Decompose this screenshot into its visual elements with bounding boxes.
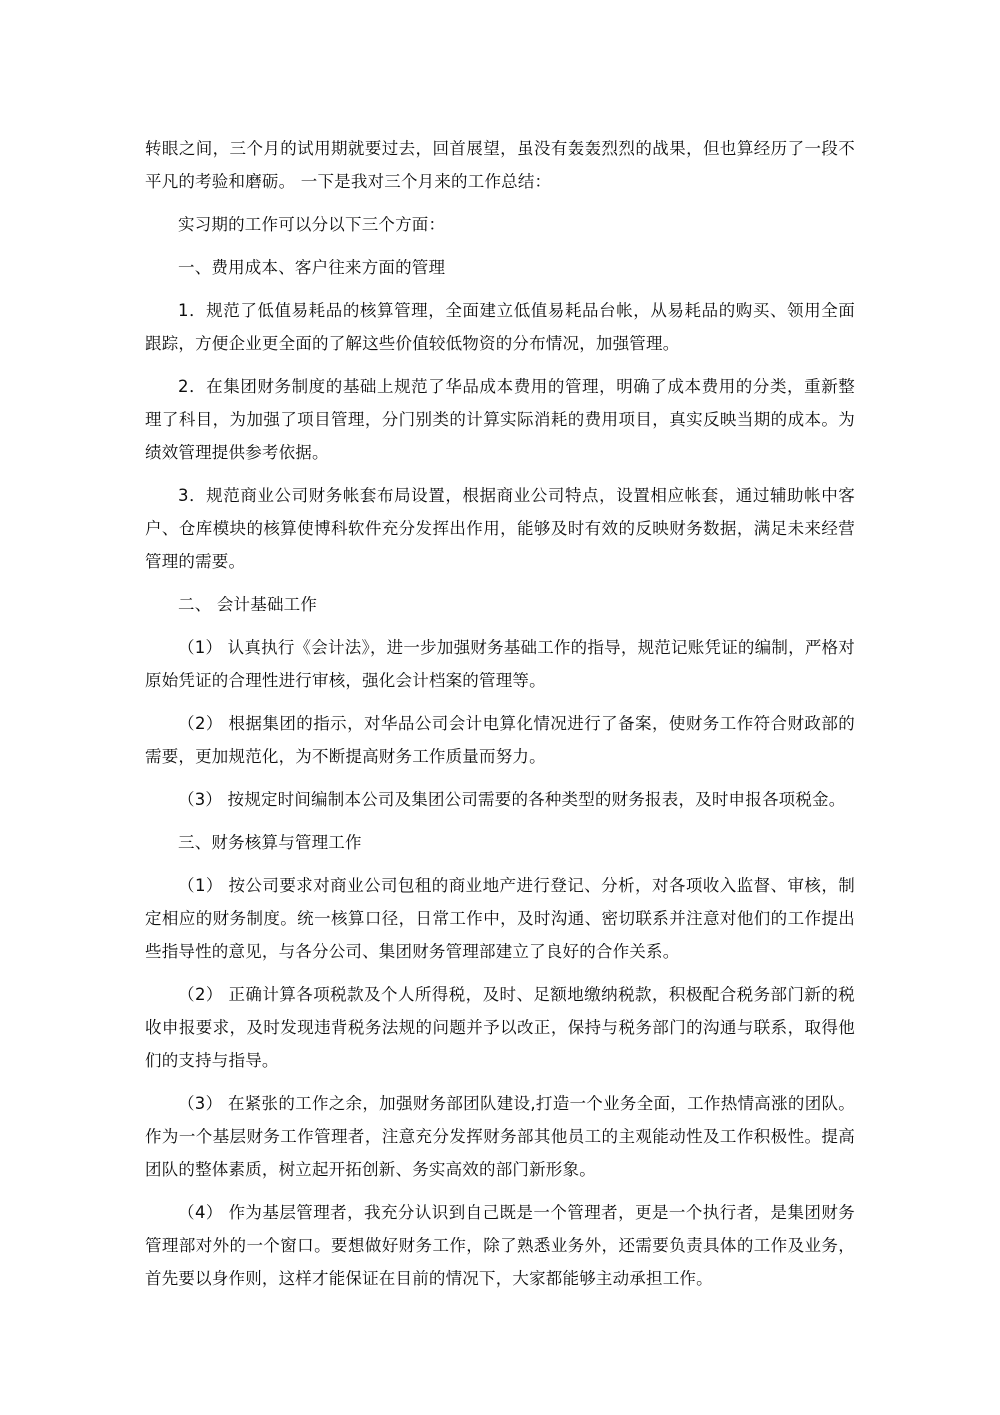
section-heading-2: 二、 会计基础工作 [178, 595, 318, 614]
paragraph: （2） 根据集团的指示，对华品公司会计电算化情况进行了备案，使财务工作符合财政部的需要，更加规范化，为不断提高财务工作质量而努力。 [145, 714, 855, 766]
section-heading-1: 一、费用成本、客户往来方面的管理 [178, 258, 446, 277]
paragraph: （3） 按规定时间编制本公司及集团公司需要的各种类型的财务报表，及时申报各项税金。 [178, 790, 846, 809]
paragraph: （4） 作为基层管理者，我充分认识到自己既是一个管理者，更是一个执行者，是集团财务管理部对外的一个窗口。要想做好财务工作，除了熟悉业务外，还需要负责具体的工作及业务，首先要以身作则，这样才能保证在目前的情况下，大家都能够主动承担工作。 [145, 1203, 855, 1288]
paragraph: 1．规范了低值易耗品的核算管理，全面建立低值易耗品台帐，从易耗品的购买、领用全面跟踪，方便企业更全面的了解这些价值较低物资的分布情况，加强管理。 [145, 301, 855, 353]
paragraph: 2．在集团财务制度的基础上规范了华品成本费用的管理，明确了成本费用的分类，重新整理了科目，为加强了项目管理，分门别类的计算实际消耗的费用项目，真实反映当期的成本。为绩效管理提供参考依据。 [145, 377, 855, 462]
paragraph: （2） 正确计算各项税款及个人所得税，及时、足额地缴纳税款，积极配合税务部门新的税收申报要求，及时发现违背税务法规的问题并予以改正，保持与税务部门的沟通与联系，取得他们的支持与指导。 [145, 985, 855, 1070]
paragraph: 转眼之间，三个月的试用期就要过去，回首展望，虽没有轰轰烈烈的战果，但也算经历了一段不平凡的考验和磨砺。 一下是我对三个月来的工作总结： [145, 139, 855, 191]
paragraph: 实习期的工作可以分以下三个方面： [178, 215, 446, 234]
paragraph: （1） 按公司要求对商业公司包租的商业地产进行登记、分析，对各项收入监督、审核，制定相应的财务制度。统一核算口径，日常工作中，及时沟通、密切联系并注意对他们的工作提出些指导性的意见，与各分公司、集团财务管理部建立了良好的合作关系。 [145, 876, 855, 961]
paragraph: （3） 在紧张的工作之余，加强财务部团队建设,打造一个业务全面，工作热情高涨的团队。作为一个基层财务工作管理者，注意充分发挥财务部其他员工的主观能动性及工作积极性。提高团队的整体素质，树立起开拓创新、务实高效的部门新形象。 [145, 1094, 855, 1179]
paragraph: （1） 认真执行《会计法》，进一步加强财务基础工作的指导，规范记账凭证的编制，严格对原始凭证的合理性进行审核，强化会计档案的管理等。 [145, 638, 855, 690]
section-heading-3: 三、财务核算与管理工作 [178, 833, 362, 852]
paragraph: 3．规范商业公司财务帐套布局设置，根据商业公司特点，设置相应帐套，通过辅助帐中客户、仓库模块的核算使博科软件充分发挥出作用，能够及时有效的反映财务数据，满足未来经营管理的需要。 [145, 486, 855, 571]
document-body [145, 132, 855, 1295]
